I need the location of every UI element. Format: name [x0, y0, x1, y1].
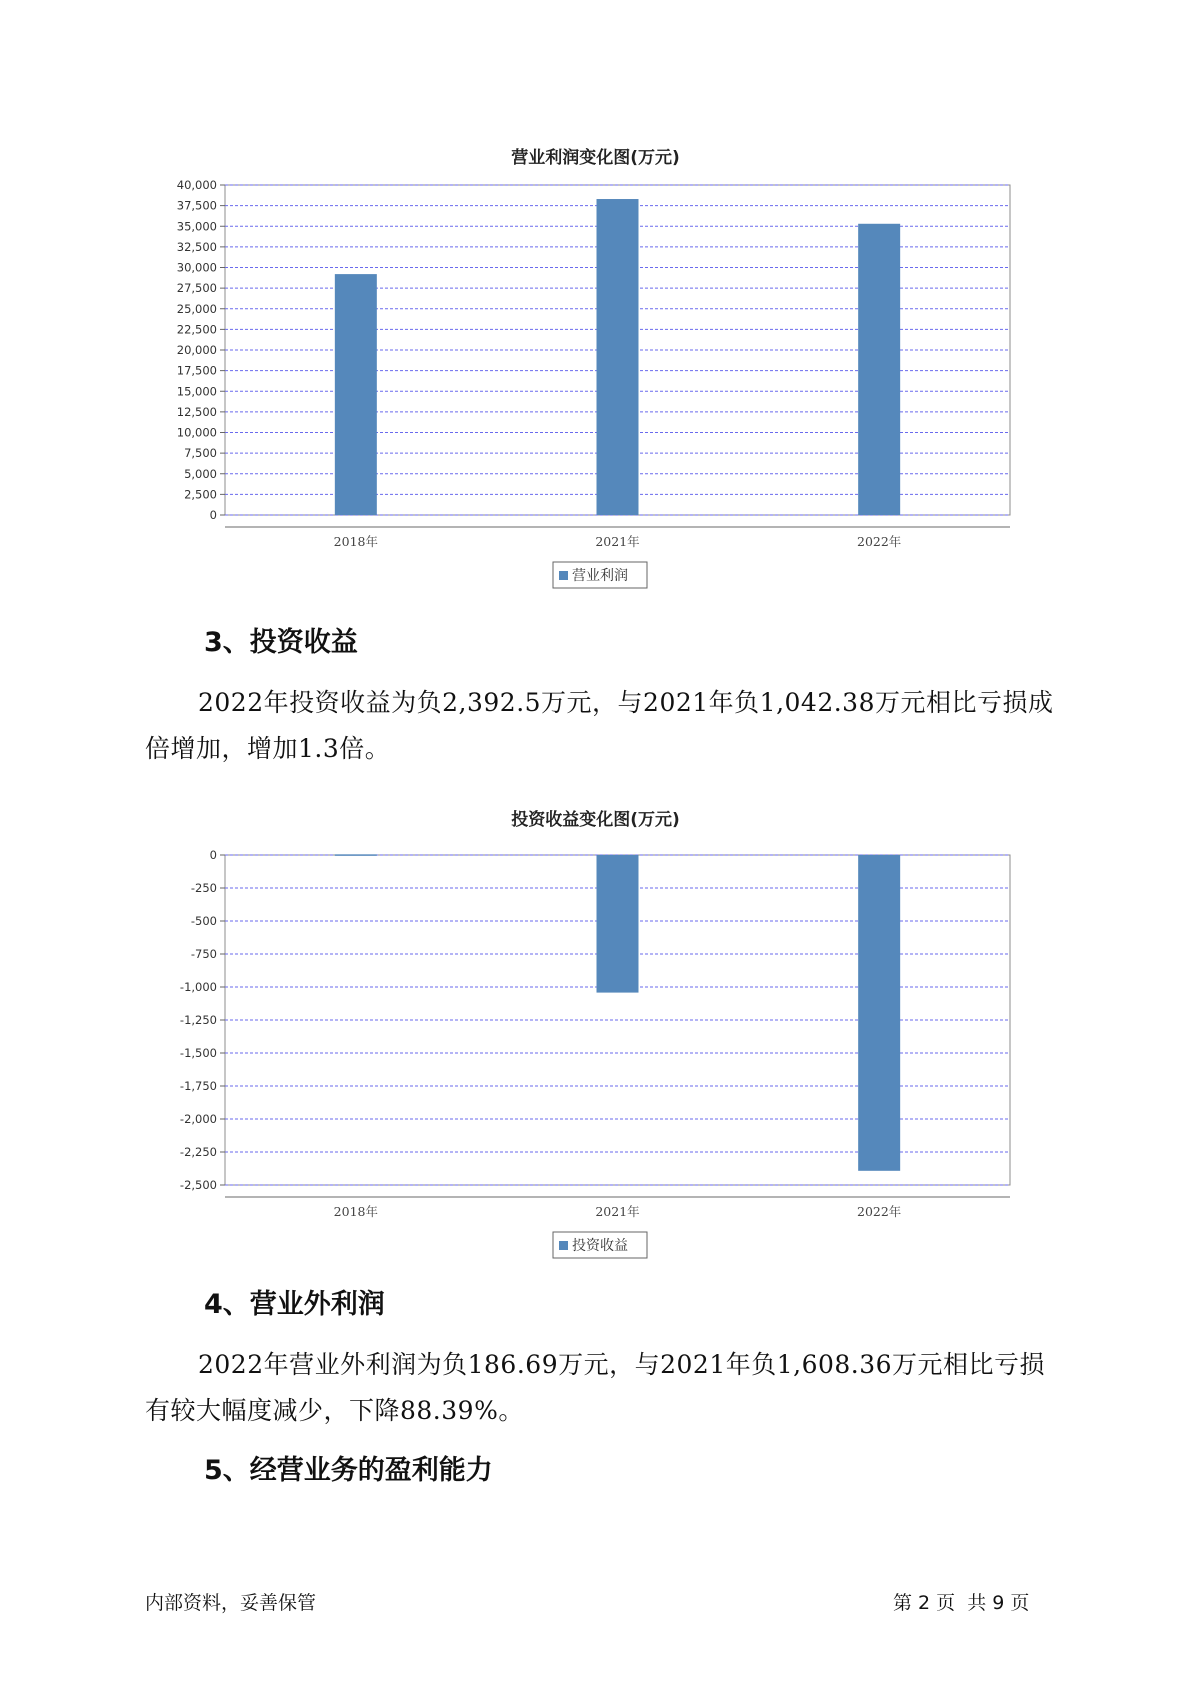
- operating-profit-chart: [0, 160, 1191, 584]
- legend-swatch: [559, 1241, 568, 1250]
- y-tick-label: -2,250: [179, 1145, 217, 1159]
- chart1-title: 营业利润变化图(万元): [511, 148, 680, 168]
- bar-2018年: [335, 274, 377, 515]
- y-tick-label: 20,000: [176, 343, 217, 357]
- y-tick-label: -750: [190, 947, 217, 961]
- bar-2022年: [858, 855, 900, 1171]
- y-tick-label: -250: [190, 881, 217, 895]
- y-tick-label: 7,500: [184, 446, 217, 461]
- x-tick-label: 2018年: [333, 534, 378, 549]
- x-tick-label: 2021年: [595, 534, 640, 549]
- y-tick-label: 22,500: [176, 322, 217, 337]
- chart2-title: 投资收益变化图(万元): [511, 810, 680, 830]
- y-tick-label: 15,000: [176, 384, 217, 399]
- y-tick-label: 10,000: [176, 425, 217, 440]
- footer-page-number: 第 2 页 共 9 页: [893, 1592, 1030, 1614]
- y-tick-label: 37,500: [176, 198, 217, 213]
- x-tick-label: 2021年: [595, 1204, 640, 1219]
- x-tick-label: 2018年: [333, 1204, 378, 1219]
- y-tick-label: 5,000: [184, 466, 217, 481]
- legend-label: 营业利润: [572, 568, 628, 584]
- section-5-heading: 5、经营业务的盈利能力: [204, 1455, 493, 1486]
- x-tick-label: 2022年: [857, 1204, 902, 1219]
- y-tick-label: 32,500: [176, 239, 217, 254]
- y-tick-label: 17,500: [176, 363, 217, 378]
- x-tick-label: 2022年: [857, 534, 902, 549]
- section-4-paragraph: 2022年营业外利润为负186.69万元，与2021年负1,608.36万元相比亏损有较大幅度减少，下降88.39%。: [145, 1350, 1046, 1425]
- y-tick-label: 30,000: [176, 260, 217, 275]
- y-tick-label: -1,250: [179, 1013, 217, 1027]
- y-tick-label: 27,500: [176, 281, 217, 296]
- legend-swatch: [559, 571, 568, 580]
- section-4-heading: 4、营业外利润: [204, 1289, 385, 1320]
- investment-income-chart: [0, 830, 1191, 1254]
- y-tick-label: -500: [190, 914, 217, 928]
- y-tick-label: -2,000: [179, 1112, 217, 1126]
- bar-2021年: [597, 199, 639, 515]
- bar-2021年: [597, 855, 639, 993]
- y-tick-label: 2,500: [184, 487, 217, 502]
- footer-confidential: 内部资料，妥善保管: [145, 1592, 317, 1614]
- y-tick-label: 12,500: [176, 404, 217, 419]
- y-tick-label: 0: [209, 508, 217, 522]
- bar-2018年: [335, 854, 377, 856]
- bar-2022年: [858, 224, 900, 515]
- y-tick-label: -1,000: [179, 980, 217, 994]
- y-tick-label: 25,000: [176, 301, 217, 316]
- section-3-paragraph: 2022年投资收益为负2,392.5万元，与2021年负1,042.38万元相比亏损成倍增加，增加1.3倍。: [145, 688, 1054, 763]
- y-tick-label: 0: [209, 848, 217, 862]
- section-3-heading: 3、投资收益: [204, 627, 358, 658]
- y-tick-label: -1,500: [179, 1046, 217, 1060]
- y-tick-label: -1,750: [179, 1079, 217, 1093]
- y-tick-label: 40,000: [176, 178, 217, 192]
- legend-label: 投资收益: [572, 1238, 628, 1254]
- y-tick-label: -2,500: [179, 1178, 217, 1192]
- y-tick-label: 35,000: [176, 219, 217, 234]
